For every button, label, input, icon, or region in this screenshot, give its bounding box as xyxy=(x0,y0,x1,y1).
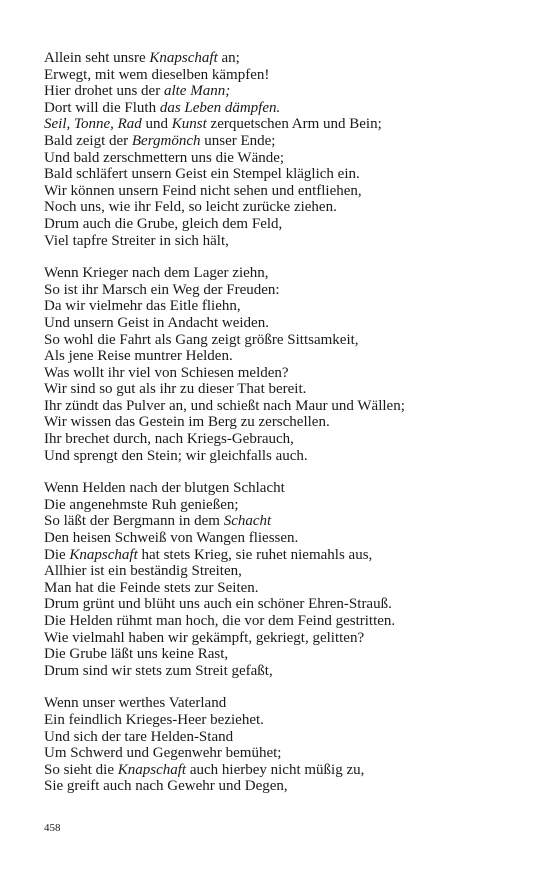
verse-line xyxy=(44,282,524,299)
verse-line xyxy=(44,646,524,663)
verse-line xyxy=(44,596,524,613)
italic-text: Seil, Tonne, Rad xyxy=(44,116,142,133)
italic-text: alte Mann; xyxy=(163,83,231,100)
text-segment: Hier drohet uns der xyxy=(44,83,164,100)
stanza xyxy=(44,695,524,795)
text-segment: Allein seht unsre xyxy=(44,50,150,66)
text-segment: Bald schläfert unsern Geist ein Stempel kläglich ein. xyxy=(44,166,360,183)
text-segment: Erwegt, mit wem dieselben kämpfen! xyxy=(44,66,270,83)
text-segment: Ihr brechet durch, nach Kriegs-Gebrauch, xyxy=(44,431,294,448)
text-segment: auch hierbey nicht müßig zu, xyxy=(186,761,365,778)
text-segment: So sieht die xyxy=(44,761,118,778)
verse-line xyxy=(44,199,524,216)
italic-text: das Leben dämpfen. xyxy=(159,99,281,116)
text-segment: Sie greift auch nach Gewehr und Degen, xyxy=(44,778,288,795)
text-segment: Was wollt ihr viel von Schiesen melden? xyxy=(44,364,289,381)
verse-line xyxy=(44,265,524,282)
verse-line xyxy=(44,233,524,250)
text-segment: Die xyxy=(44,546,70,563)
text-segment: Den heisen Schweiß von Wangen fliessen. xyxy=(44,530,299,547)
italic-text: Knapschaft xyxy=(149,50,218,66)
verse-line xyxy=(44,431,524,448)
poem-text xyxy=(44,50,524,811)
text-segment: hat stets Krieg, sie ruhet niemahls aus, xyxy=(137,546,373,563)
verse-line xyxy=(44,480,524,497)
stanza xyxy=(44,480,524,679)
verse-line xyxy=(44,332,524,349)
verse-line xyxy=(44,729,524,746)
verse-line xyxy=(44,778,524,795)
text-segment: Bald zeigt der xyxy=(44,132,132,149)
verse-line xyxy=(44,513,524,530)
text-segment: Die Grube läßt uns keine Rast, xyxy=(44,646,229,663)
text-segment: Und sich der tare Helden-Stand xyxy=(44,728,234,745)
text-segment: Drum sind wir stets zum Streit gefaßt, xyxy=(44,662,273,679)
text-segment: So wohl die Fahrt als Gang zeigt größre Sittsamkeit, xyxy=(44,331,359,348)
italic-text: Kunst xyxy=(171,116,207,133)
verse-line xyxy=(44,663,524,680)
text-segment: Drum grünt und blüht uns auch ein schöner Ehren-Strauß. xyxy=(44,596,392,613)
text-segment: Wenn Krieger nach dem Lager ziehn, xyxy=(44,265,269,282)
text-segment: Die Helden rühmt man hoch, die vor dem Feind gestritten. xyxy=(44,613,396,629)
verse-line xyxy=(44,762,524,779)
verse-line xyxy=(44,100,524,117)
italic-text: Knapschaft xyxy=(69,546,138,563)
verse-line xyxy=(44,630,524,647)
verse-line xyxy=(44,133,524,150)
verse-line xyxy=(44,315,524,332)
verse-line xyxy=(44,563,524,580)
text-segment: zerquetschen Arm und Bein; xyxy=(206,116,382,133)
text-segment: Wie vielmahl haben wir gekämpft, gekriegt, gelitten? xyxy=(44,629,365,646)
text-segment: Ein feindlich Krieges-Heer beziehet. xyxy=(44,711,264,728)
verse-line xyxy=(44,745,524,762)
verse-line xyxy=(44,365,524,382)
text-segment: So läßt der Bergmann in dem xyxy=(44,513,224,530)
verse-line xyxy=(44,348,524,365)
text-segment: an; xyxy=(217,50,240,66)
verse-line xyxy=(44,116,524,133)
text-segment: Allhier ist ein beständig Streiten, xyxy=(44,563,242,580)
text-segment: So ist ihr Marsch ein Weg der Freuden: xyxy=(44,281,280,298)
text-segment: Wenn Helden nach der blutgen Schlacht xyxy=(44,480,285,497)
text-segment: Drum auch die Grube, gleich dem Feld, xyxy=(44,215,283,232)
text-segment: und xyxy=(141,116,172,133)
text-segment: Und sprengt den Stein; wir gleichfalls auch. xyxy=(44,447,308,464)
verse-line xyxy=(44,712,524,729)
text-segment: Die angenehmste Ruh genießen; xyxy=(44,496,239,513)
verse-line xyxy=(44,695,524,712)
italic-text: Bergmönch xyxy=(131,132,201,149)
verse-line xyxy=(44,381,524,398)
verse-line xyxy=(44,580,524,597)
text-segment: unser Ende; xyxy=(200,132,276,149)
text-segment: Und unsern Geist in Andacht weiden. xyxy=(44,314,269,331)
text-segment: Viel tapfre Streiter in sich hält, xyxy=(44,232,229,249)
stanza xyxy=(44,50,524,249)
verse-line xyxy=(44,67,524,84)
italic-text: Schacht xyxy=(223,513,272,530)
italic-text: Knapschaft xyxy=(117,761,187,778)
verse-line xyxy=(44,448,524,465)
verse-line xyxy=(44,216,524,233)
text-segment: Wir können unsern Feind nicht sehen und entfliehen, xyxy=(44,182,362,199)
text-segment: Dort will die Fluth xyxy=(44,99,160,116)
verse-line xyxy=(44,183,524,200)
text-segment: Wir sind so gut als ihr zu dieser That bereit. xyxy=(44,381,307,398)
text-segment: Wenn unser werthes Vaterland xyxy=(44,695,227,712)
text-segment: Wir wissen das Gestein im Berg zu zerschellen. xyxy=(44,414,330,431)
page-number: 458 xyxy=(44,822,61,834)
verse-line xyxy=(44,530,524,547)
verse-line xyxy=(44,50,524,67)
text-segment: Noch uns, wie ihr Feld, so leicht zurücke ziehen. xyxy=(44,199,337,216)
verse-line xyxy=(44,298,524,315)
text-segment: Man hat die Feinde stets zur Seiten. xyxy=(44,579,259,596)
text-segment: Als jene Reise muntrer Helden. xyxy=(44,348,233,365)
verse-line xyxy=(44,150,524,167)
text-segment: Da wir vielmehr das Eitle fliehn, xyxy=(44,298,241,315)
text-segment: Und bald zerschmettern uns die Wände; xyxy=(44,149,285,166)
verse-line xyxy=(44,83,524,100)
verse-line xyxy=(44,613,524,630)
verse-line xyxy=(44,547,524,564)
verse-line xyxy=(44,497,524,514)
verse-line xyxy=(44,414,524,431)
text-segment: Ihr zündt das Pulver an, und schießt nach Maur und Wällen; xyxy=(44,397,405,414)
verse-line xyxy=(44,166,524,183)
stanza xyxy=(44,265,524,464)
verse-line xyxy=(44,398,524,415)
text-segment: Um Schwerd und Gegenwehr bemühet; xyxy=(44,745,282,762)
